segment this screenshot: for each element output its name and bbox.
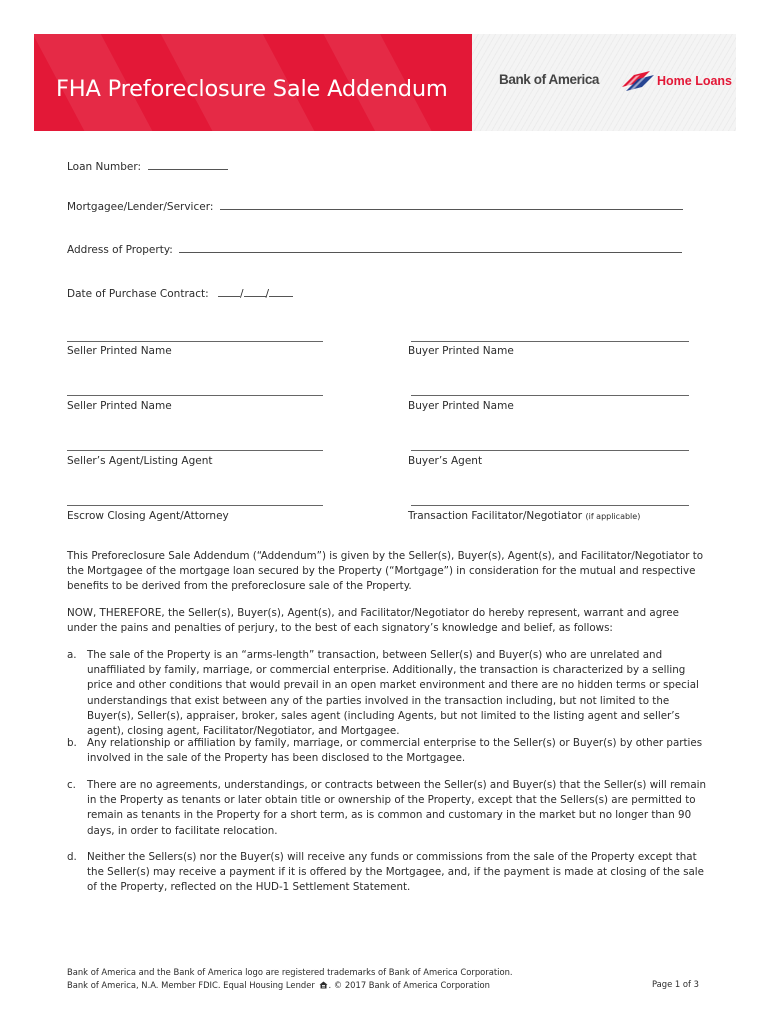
signature-line[interactable] [67, 395, 323, 396]
address-field[interactable] [67, 243, 682, 256]
item-label: a. [67, 649, 77, 661]
loan-number-label: Loan Number: [67, 161, 142, 173]
if-applicable-note: (if applicable) [585, 512, 641, 521]
item-text: Neither the Sellers(s) nor the Buyer(s) will receive any funds or commissions from the sale of the Property except that the Seller(s) may receive a payment if it is offered by the Mortgagee, and, if the payment is made at closing of the sale of the Property, reflected on the HUD-1 Settlement Statement. [87, 851, 704, 894]
buyer-name-label-2: Buyer Printed Name [408, 400, 514, 412]
purchase-date-field[interactable]: Date of Purchase Contract: / / [67, 287, 293, 300]
buyer-agent-label: Buyer’s Agent [408, 455, 483, 467]
mortgagee-label: Mortgagee/Lender/Servicer: [67, 201, 214, 213]
footer-legal [67, 966, 513, 992]
facilitator-label [408, 510, 640, 522]
buyer-name-label-1: Buyer Printed Name [408, 345, 514, 357]
signature-line[interactable] [67, 341, 323, 342]
item-text: There are no agreements, understandings, or contracts between the Seller(s) and Buyer(s) that the Seller(s) will remain in the Property as tenants or later obtain title or ownership of the Property, except that the Sellers(s) are permitted to remain as tenants in the Property for a short term, as is common and customary in the market but no longer than 90 days, in order to facilitate relocation. [87, 779, 707, 837]
item-text: Any relationship or affiliation by family, marriage, or commercial enterprise to the Seller(s) or Buyer(s) by other parties involved in the sale of the Property has been disclosed to the Mortgagee. [87, 737, 703, 765]
item-label: c. [67, 779, 76, 791]
document-page [34, 34, 736, 990]
copyright-text: . © 2017 Bank of America Corporation [328, 980, 490, 990]
page-number: Page 1 of 3 [652, 979, 699, 989]
address-label: Address of Property: [67, 244, 173, 256]
loan-number-field[interactable] [67, 160, 228, 173]
list-item [67, 850, 707, 896]
date-year-blank[interactable] [269, 287, 293, 297]
address-blank[interactable] [179, 243, 682, 253]
signature-line[interactable] [67, 450, 323, 451]
title-banner [34, 34, 472, 131]
date-month-blank[interactable] [218, 287, 240, 297]
signature-line[interactable] [411, 450, 689, 451]
item-text: The sale of the Property is an “arms-length” transaction, between Seller(s) and Buyer(s) who are unrelated and unaffiliated by family, marriage, or commercial enterprise. Additionally, the transaction is characterized by a selling price and other conditions that would prevail in an open market environment and there are no hidden terms or special understandings that exist between any of the parties involved in the transaction including, but not limited to the Buyer(s), Seller(s), appraiser, broker, sales agent (including Agents, but not limited to the listing agent and seller’s agent), closing agent, Facilitator/Negotiator, and Mortgagee. [87, 649, 699, 738]
list-item [67, 648, 707, 739]
fdic-notice [67, 979, 513, 992]
logo-panel [472, 34, 736, 131]
home-loans-logo-text: Home Loans [657, 74, 733, 88]
item-label: d. [67, 851, 77, 863]
now-therefore-paragraph: NOW, THEREFORE, the Seller(s), Buyer(s), Agent(s), and Facilitator/Negotiator do hereby represent, warrant and agree under the pains and penalties of perjury, to the best of each signatory’s knowledge and belief, as follows: [67, 607, 679, 635]
mortgagee-field[interactable] [67, 200, 683, 213]
intro-paragraph: This Preforeclosure Sale Addendum (“Addendum”) is given by the Seller(s), Buyer(s), Agent(s), and Facilitator/Negotiator to the Mortgagee of the mortgage loan secured by the Property (“Mortgage”) in consideration for the mutual and respective benefits to be derived from the preforeclosure sale of the Property. [67, 550, 704, 593]
signature-line[interactable] [411, 341, 689, 342]
list-item [67, 736, 707, 766]
flag-logo-icon [620, 67, 654, 93]
trademark-notice: Bank of America and the Bank of America logo are registered trademarks of Bank of America Corporation. [67, 967, 513, 977]
mortgagee-blank[interactable] [220, 200, 683, 210]
purchase-date-label: Date of Purchase Contract: [67, 288, 209, 300]
seller-name-label-2: Seller Printed Name [67, 400, 172, 412]
signature-line[interactable] [411, 505, 689, 506]
seller-agent-label: Seller’s Agent/Listing Agent [67, 455, 213, 467]
document-title: FHA Preforeclosure Sale Addendum [56, 76, 448, 102]
date-day-blank[interactable] [244, 287, 266, 297]
loan-number-blank[interactable] [148, 160, 228, 170]
brand-logo-text: Bank of America [499, 72, 600, 87]
fdic-text: Bank of America, N.A. Member FDIC. Equal Housing Lender [67, 980, 315, 990]
list-item [67, 778, 707, 839]
signature-line[interactable] [67, 505, 323, 506]
seller-name-label-1: Seller Printed Name [67, 345, 172, 357]
item-label: b. [67, 737, 77, 749]
facilitator-label-text: Transaction Facilitator/Negotiator [408, 510, 583, 522]
escrow-agent-label: Escrow Closing Agent/Attorney [67, 510, 229, 522]
signature-line[interactable] [411, 395, 689, 396]
